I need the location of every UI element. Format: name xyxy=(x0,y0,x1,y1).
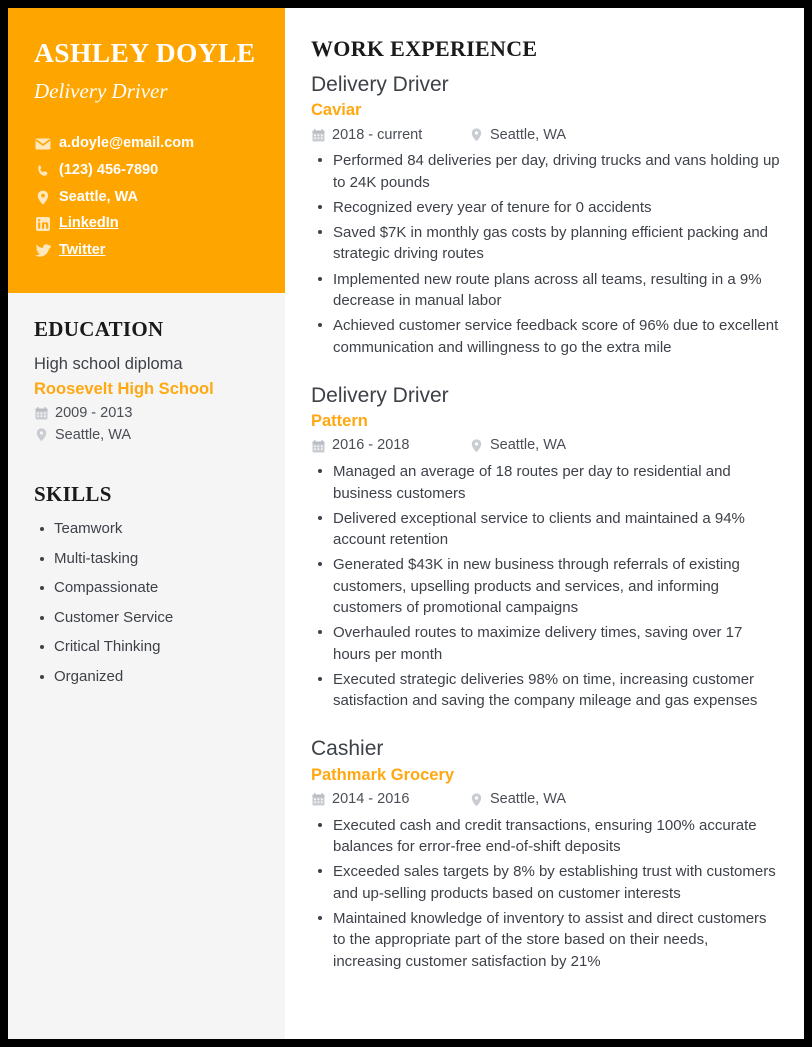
job-dates: 2016 - 2018 xyxy=(332,437,410,454)
resume-page xyxy=(8,8,804,1039)
experience-entry xyxy=(311,72,780,358)
job-meta xyxy=(311,789,780,811)
list-item: Overhauled routes to maximize delivery times, saving over 17 hours per month xyxy=(311,622,780,665)
sidebar-header xyxy=(8,8,285,293)
list-item: Executed cash and credit transactions, ensuring 100% accurate balances for error-free end-of-shift deposits xyxy=(311,815,780,858)
map-pin-icon xyxy=(469,128,484,142)
job-location-row xyxy=(469,435,566,457)
calendar-icon xyxy=(34,407,49,421)
list-item: Executed strategic deliveries 98% on time, increasing customer satisfaction and saving the company mileage and gas expenses xyxy=(311,669,780,712)
job-role: Cashier xyxy=(311,737,384,761)
job-location: Seattle, WA xyxy=(490,790,567,807)
sidebar-body xyxy=(8,293,285,688)
list-item: Maintained knowledge of inventory to assist and direct customers to the appropriate part of the store based on their needs, increasing customer satisfaction by 21% xyxy=(311,908,780,972)
list-item: Customer Service xyxy=(34,607,259,630)
job-dates: 2018 - current xyxy=(332,126,423,143)
job-company: Caviar xyxy=(311,101,362,120)
education-section xyxy=(34,317,259,446)
job-bullets xyxy=(311,815,780,972)
contact-location-text: Seattle, WA xyxy=(59,188,138,205)
main-column xyxy=(285,8,804,1039)
calendar-icon xyxy=(311,439,326,453)
job-location: Seattle, WA xyxy=(490,126,567,143)
contact-twitter[interactable] xyxy=(34,241,259,261)
list-item: Achieved customer service feedback score of 96% due to excellent communication and willingness to go the extra mile xyxy=(311,315,780,358)
envelope-icon xyxy=(34,137,51,152)
education-location: Seattle, WA xyxy=(55,426,132,443)
map-pin-icon xyxy=(469,793,484,807)
map-pin-icon xyxy=(469,439,484,453)
skills-heading: SKILLS xyxy=(34,482,112,507)
contact-email-text: a.doyle@email.com xyxy=(59,135,195,152)
calendar-icon xyxy=(311,128,326,142)
job-dates: 2014 - 2016 xyxy=(332,790,410,807)
job-dates-row xyxy=(311,789,469,811)
job-bullets xyxy=(311,461,780,711)
job-role: Delivery Driver xyxy=(311,73,449,96)
list-item: Organized xyxy=(34,666,259,689)
list-item: Implemented new route plans across all teams, resulting in a 9% decrease in manual labor xyxy=(311,269,780,312)
job-meta xyxy=(311,125,780,147)
job-location-row xyxy=(469,125,566,147)
job-location: Seattle, WA xyxy=(490,437,567,454)
education-degree: High school diploma xyxy=(34,355,183,374)
work-experience-heading: WORK EXPERIENCE xyxy=(311,36,538,61)
job-dates-row xyxy=(311,125,469,147)
contact-linkedin[interactable] xyxy=(34,214,259,234)
experience-entry xyxy=(311,383,780,712)
list-item: Compassionate xyxy=(34,577,259,600)
map-pin-icon xyxy=(34,428,49,442)
list-item: Generated $43K in new business through referrals of existing customers, upselling products and services, and informing customers of promotional campaigns xyxy=(311,554,780,618)
contact-email[interactable] xyxy=(34,134,259,154)
education-dates: 2009 - 2013 xyxy=(55,404,133,421)
list-item: Managed an average of 18 routes per day to residential and business customers xyxy=(311,461,780,504)
list-item: Recognized every year of tenure for 0 accidents xyxy=(311,197,780,218)
twitter-icon xyxy=(34,243,51,258)
contact-linkedin-text[interactable]: LinkedIn xyxy=(59,215,119,232)
job-bullets xyxy=(311,150,780,358)
contact-twitter-text[interactable]: Twitter xyxy=(59,241,106,258)
education-location-row xyxy=(34,425,259,447)
list-item: Performed 84 deliveries per day, driving trucks and vans holding up to 24K pounds xyxy=(311,150,780,193)
education-school: Roosevelt High School xyxy=(34,379,214,398)
skills-list xyxy=(34,518,259,688)
linkedin-icon xyxy=(34,216,51,231)
candidate-name: ASHLEY DOYLE xyxy=(34,37,256,68)
job-role: Delivery Driver xyxy=(311,383,449,407)
job-dates-row xyxy=(311,435,469,457)
list-item: Saved $7K in monthly gas costs by planning efficient packing and strategic driving routes xyxy=(311,222,780,265)
contact-list xyxy=(34,134,259,260)
candidate-title: Delivery Driver xyxy=(34,79,168,104)
contact-phone-text: (123) 456-7890 xyxy=(59,162,159,178)
skills-section xyxy=(34,482,259,688)
job-company: Pathmark Grocery xyxy=(311,765,455,784)
job-meta xyxy=(311,435,780,457)
list-item: Delivered exceptional service to clients and maintained a 94% account retention xyxy=(311,508,780,551)
contact-phone[interactable] xyxy=(34,161,259,181)
sidebar xyxy=(8,8,285,1039)
calendar-icon xyxy=(311,793,326,807)
contact-location xyxy=(34,188,259,208)
job-company: Pattern xyxy=(311,412,368,431)
education-heading: EDUCATION xyxy=(34,317,164,342)
job-location-row xyxy=(469,789,566,811)
list-item: Multi-tasking xyxy=(34,548,259,571)
education-dates-row xyxy=(34,403,259,425)
list-item: Critical Thinking xyxy=(34,636,259,659)
phone-icon xyxy=(34,163,51,178)
experience-entry xyxy=(311,736,780,971)
map-pin-icon xyxy=(34,190,51,205)
list-item: Exceeded sales targets by 8% by establishing trust with customers and up-selling products based on customer interests xyxy=(311,861,780,904)
list-item: Teamwork xyxy=(34,518,259,541)
